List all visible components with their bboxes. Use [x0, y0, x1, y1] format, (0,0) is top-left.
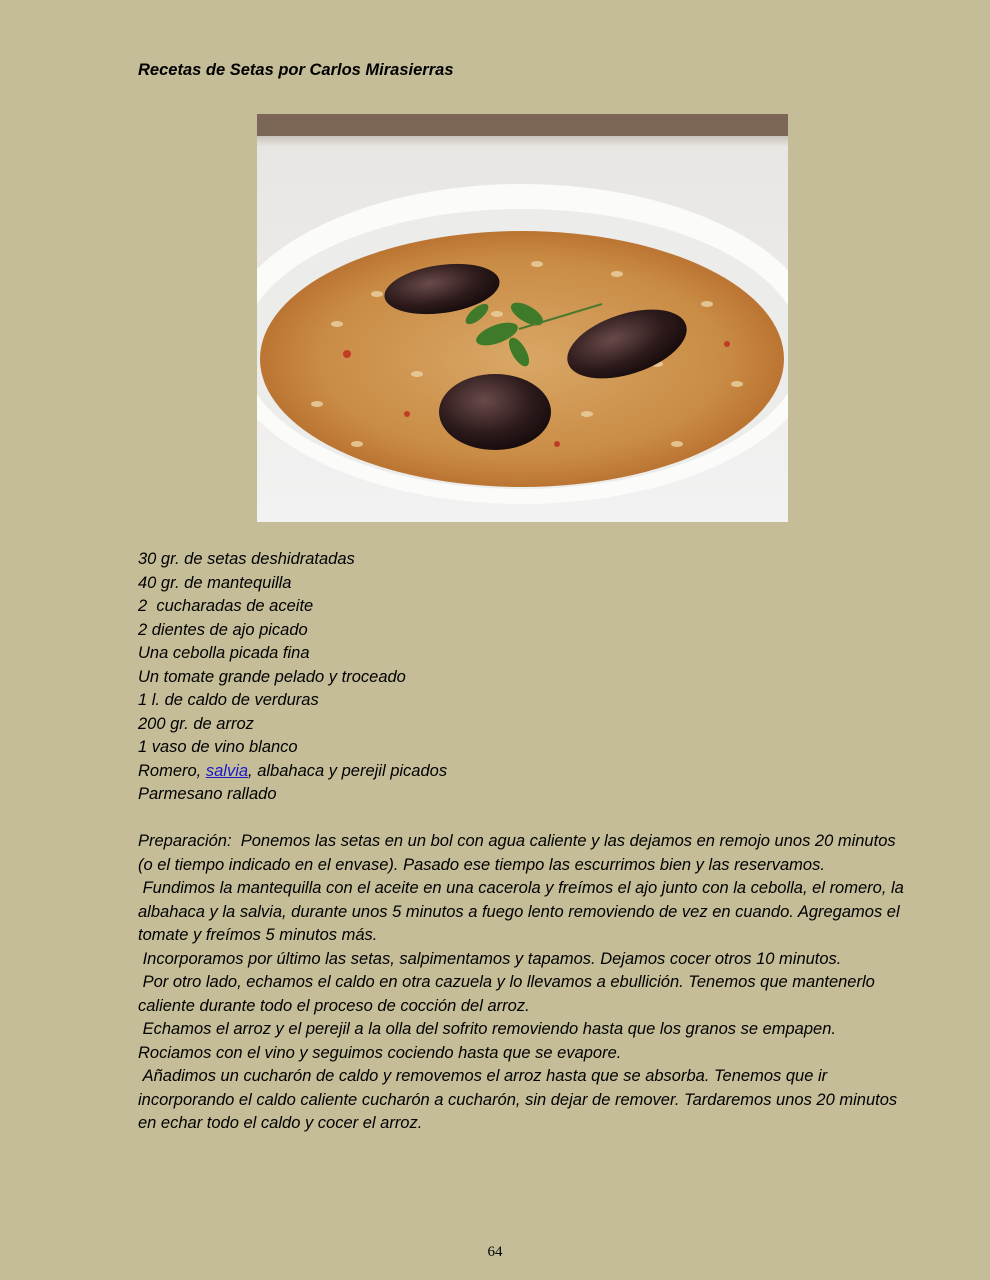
ingredient-item: Una cebolla picada fina: [138, 644, 310, 662]
ingredient-item: 40 gr. de mantequilla: [138, 573, 292, 592]
ingredient-item: Un tomate grande pelado y troceado: [138, 667, 406, 686]
preparation-paragraph: Echamos el arroz y el perejil a la olla del sofrito removiendo hasta que los granos se empapen. Rociamos con el vino y seguimos cociendo hasta que se evapore.: [138, 1020, 841, 1062]
salvia-link[interactable]: salvia: [205, 761, 249, 780]
ingredient-item: 2 cucharadas de aceite: [138, 597, 314, 615]
preparation-paragraph: Por otro lado, echamos el caldo en otra cazuela y lo llevamos a ebullición. Tenemos que mantenerlo caliente durante todo el proceso de cocción del arroz.: [138, 973, 880, 1015]
herbs-suffix: , albahaca y perejil picados: [248, 761, 448, 780]
preparation-paragraph: Preparación: Ponemos las setas en un bol con agua caliente y las dejamos en remojo unos 20 minutos (o el tiempo indicado en el envase). Pasado ese tiempo las escurrimos bien y las reservamos.: [138, 832, 901, 874]
preparation-paragraph: Añadimos un cucharón de caldo y removemos el arroz hasta que se absorba. Tenemos que ir incorporando el caldo caliente cucharón a cucharón, sin dejar de remover. Tardaremos unos 20 minutos en echar todo el caldo y cocer el arroz.: [138, 1067, 902, 1132]
ingredient-item: 1 l. de caldo de verduras: [138, 691, 319, 709]
herbs-prefix: Romero,: [138, 761, 206, 780]
preparation-text: [138, 830, 908, 1136]
ingredient-item: 200 gr. de arroz: [138, 714, 254, 733]
ingredient-item: 30 gr. de setas deshidratadas: [138, 550, 355, 568]
ingredient-item: Parmesano rallado: [138, 785, 277, 803]
ingredient-item-herbs: [138, 760, 898, 784]
ingredient-item: 2 dientes de ajo picado: [138, 620, 308, 639]
preparation-paragraph: Fundimos la mantequilla con el aceite en una cacerola y freímos el ajo junto con la cebolla, el romero, la albahaca y la salvia, durante unos 5 minutos a fuego lento removiendo de vez en cuando. Agregamos el tomate y freímos 5 minutos más.: [138, 879, 909, 944]
ingredients-list: [138, 548, 898, 807]
risotto-photo: [257, 114, 788, 522]
ingredient-item: 1 vaso de vino blanco: [138, 738, 298, 756]
preparation-paragraph: Incorporamos por último las setas, salpimentamos y tapamos. Dejamos cocer otros 10 minutos.: [138, 949, 842, 968]
page-header: Recetas de Setas por Carlos Mirasierras: [138, 61, 454, 79]
page-number: 64: [487, 1244, 503, 1260]
